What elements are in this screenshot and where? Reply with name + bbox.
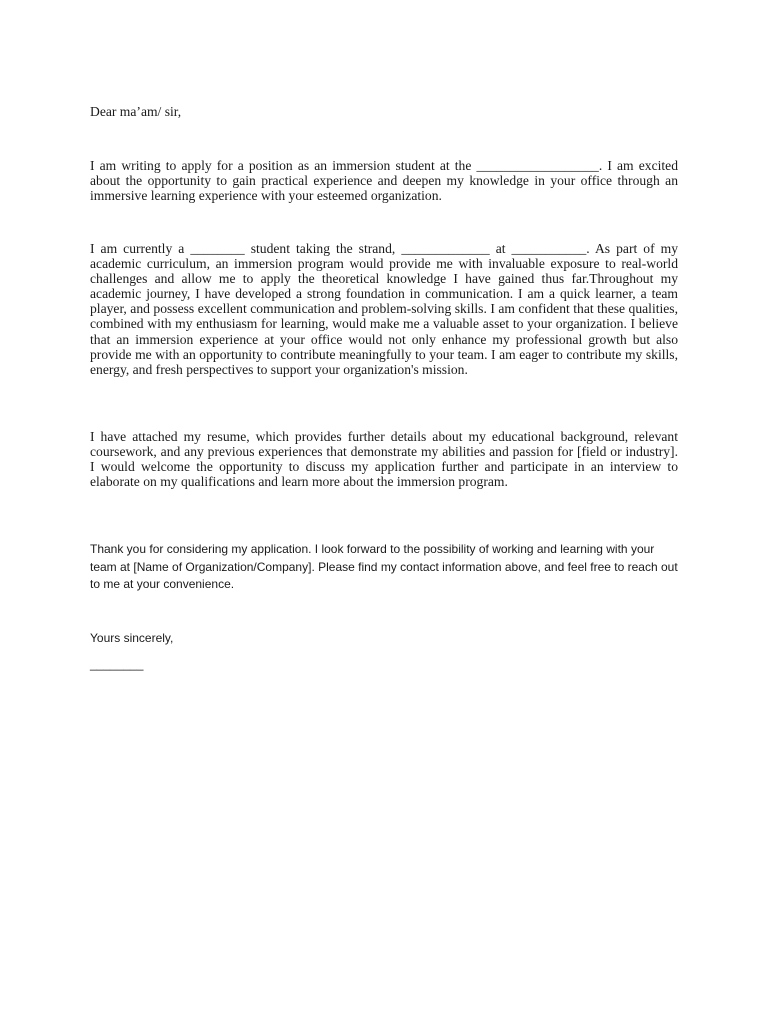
signature-line: ________ bbox=[90, 657, 144, 671]
paragraph-thanks: Thank you for considering my application. I look forward to the possibility of working and learning with your team at [Name of Organization/Company]. Please find my contact information above, and feel free to reach out to me at your convenience. bbox=[90, 542, 678, 591]
salutation: Dear ma’am/ sir, bbox=[90, 104, 182, 119]
paragraph-intro: I am writing to apply for a position as an immersion student at the __________________. I am excited about the opportunity to gain practical experience and deepen my knowledge in your office through an immersive learning experience with your esteemed organization. bbox=[90, 158, 678, 204]
closing: Yours sincerely, bbox=[90, 631, 174, 645]
paragraph-resume: I have attached my resume, which provides further details about my educational background, relevant coursework, and any previous experiences that demonstrate my abilities and passion for [field or industry]. I would welcome the opportunity to discuss my application further and participate in an interview to elaborate on my qualifications and learn more about the immersion program. bbox=[90, 429, 678, 490]
paragraph-background: I am currently a ________ student taking the strand, _____________ at ___________. As part of my academic curriculum, an immersion program would provide me with invaluable exposure to real-world challenges and allow me to apply the theoretical knowledge I have gained thus far.Throughout my academic journey, I have developed a strong foundation in communication. I am a quick learner, a team player, and possess excellent communication and problem-solving skills. I am confident that these qualities, combined with my enthusiasm for learning, would make me a valuable asset to your organization. I believe that an immersion experience at your office would not only enhance my professional growth but also provide me with an opportunity to contribute meaningfully to your team. I am eager to contribute my skills, energy, and fresh perspectives to support your organization's mission. bbox=[90, 241, 678, 377]
